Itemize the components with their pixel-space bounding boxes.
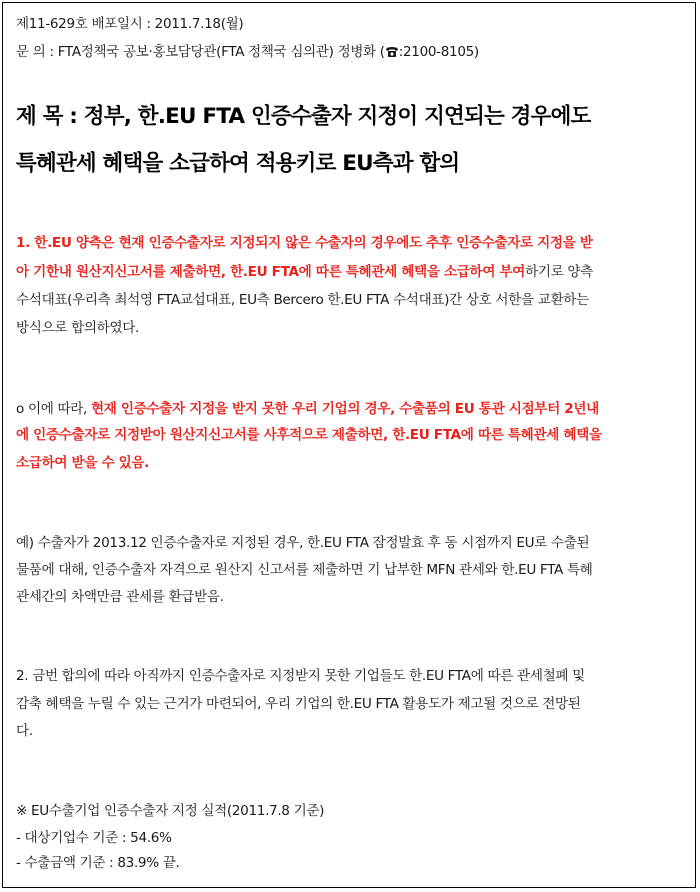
section1-line-1: 1. 한.EU 양측은 현재 인증수출자로 지정되지 않은 수출자의 경우에도 추후 인증수출자로 지정을 받 [16, 235, 593, 251]
section2-line-1-highlight: 현재 인증수출자 지정을 받지 못한 우리 기업의 경우, 수출품의 EU 통관 시점부터 2년내 [90, 401, 599, 417]
section3-line-2: 감축 혜택을 누릴 수 있는 근거가 마련되어, 우리 기업의 한.EU FTA 활용도가 제고될 것으로 전망된 [16, 696, 581, 712]
section3-line-3: 다. [16, 723, 33, 739]
contact-label: 문 의 : FTA정책국 공보·홍보담당관(FTA 정책국 심의관) 정병화 ( [16, 44, 385, 60]
section1-line-3: 수석대표(우리측 최석영 FTA교섭대표, EU측 Bercero 한.EU FTA 수석대표)간 상호 서한을 교환하는 [16, 292, 589, 308]
stats-item-export-amount: - 수출금액 기준 : 83.9% 끝. [16, 855, 180, 871]
section2-line-2: 에 인증수출자로 지정받아 원산지신고서를 사후적으로 제출하면, 한.EU FTA에 따른 특혜관세 혜택을 [16, 427, 602, 443]
section3-line-1: 2. 금번 합의에 따라 아직까지 인증수출자로 지정받지 못한 기업들도 한.EU FTA에 따른 관세철폐 및 [16, 668, 585, 684]
section1-line-2-highlight: 아 기한내 원산지신고서를 제출하면, 한.EU FTA에 따른 특혜관세 혜택을 소급하여 부여 [16, 264, 526, 280]
example-line-1: 예) 수출자가 2013.12 인증수출자로 지정된 경우, 한.EU FTA 잠정발효 후 동 시점까지 EU로 수출된 [16, 535, 590, 551]
section2-line-1-lead: o 이에 따라, [16, 401, 91, 417]
contact-phone: :2100-8105) [398, 44, 479, 60]
example-line-2: 물품에 대해, 인증수출자 자격으로 원산지 신고서를 제출하면 기 납부한 MFN 관세와 한.EU FTA 특혜 [16, 562, 593, 578]
section2-line-1 [16, 403, 599, 417]
document-title-line-1: 제 목 : 정부, 한.EU FTA 인증수출자 지정이 지연되는 경우에도 [16, 104, 591, 129]
section1-line-4: 방식으로 합의하였다. [16, 320, 139, 336]
section1-line-2 [16, 266, 593, 280]
release-info: 제11-629호 배포일시 : 2011.7.18(월) [16, 16, 244, 32]
section1-line-2-rest: 하기로 양측 [525, 264, 593, 280]
telephone-icon [385, 46, 399, 62]
contact-info [16, 40, 479, 62]
document-title-line-2: 특혜관세 혜택을 소급하여 적용키로 EU측과 합의 [16, 151, 460, 176]
example-line-3: 관세간의 차액만큼 관세를 환급받음. [16, 589, 224, 605]
document-frame [2, 2, 696, 888]
stats-item-companies: - 대상기업수 기준 : 54.6% [16, 830, 172, 846]
section2-line-3: 소급하여 받을 수 있음. [16, 455, 149, 471]
stats-heading: ※ EU수출기업 인증수출자 지정 실적(2011.7.8 기준) [16, 803, 325, 819]
